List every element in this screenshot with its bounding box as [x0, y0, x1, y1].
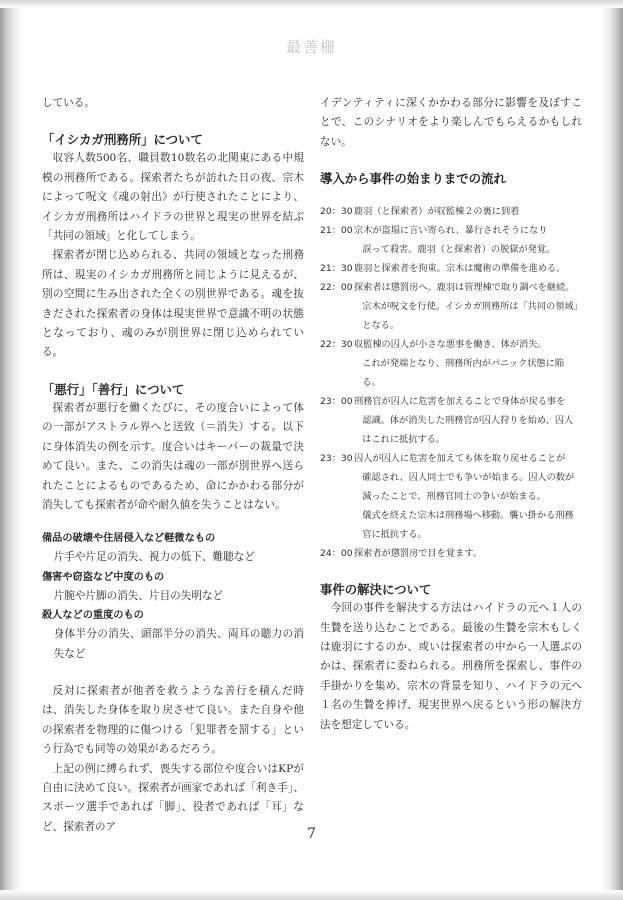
deed-severe-text: 身体半分の消失、頭部半分の消失、両耳の聴力の消失など — [53, 628, 304, 660]
page-header: 最善柵 — [285, 38, 337, 56]
timeline-line: 探索者は懲罰房へ。鹿羽は管理棟で取り調べを継続。 — [354, 282, 575, 294]
timeline-description — [354, 278, 582, 335]
deed-moderate-text: 片腕や片脚の消失、片目の失明など — [53, 589, 224, 602]
timeline-line: 収監棟の囚人が小さな悪事を働き、体が消失。 — [354, 339, 547, 351]
deeds-paragraph-1: 探索者が悪行を働くたびに、その度合いによって体の一部がアストラル界へと送致（＝消失）する。以下に身体消失の例を示す。度合いはキーパーの裁量で決めて良い。また、この消失は魂の一部が別世界へ送られたことによるものであるため、命にかかわる部分が消失しても探索者が命や耐久値を失うことはない。 — [42, 401, 304, 511]
timeline-line: 鹿羽（と探索者）が収監棟２の裏に到着 — [354, 206, 520, 218]
timeline-entry — [320, 335, 582, 392]
timeline-entry — [320, 221, 582, 259]
prison-paragraph-1: 収容人数500名、職員数10数名の北関東にある中規模の刑務所である。探索者たちが訪れた日の夜、宗木によって呪文《魂の射出》が行使されたことにより、イシカガ刑務所はハイドラの世界と現実の世界を結ぶ「共同の領域」と化してしまう。 — [42, 152, 304, 243]
timeline-time: 22：00 — [320, 282, 353, 294]
timeline-entry — [320, 278, 582, 335]
timeline-description — [354, 449, 582, 544]
timeline-line: 誤って殺害。鹿羽（と探索者）の脱獄が発覚。 — [362, 244, 556, 256]
deed-minor-heading: 備品の破壊や住居侵入など軽微なもの — [42, 533, 216, 545]
timeline-line: 宗木が盗塌に言い寄られ、暴行されそうになり — [354, 225, 548, 237]
timeline-time: 22：30 — [320, 339, 353, 351]
deed-moderate-heading: 傷害や窃盗など中度のもの — [42, 571, 165, 583]
timeline-description — [354, 202, 582, 221]
timeline-entry — [320, 259, 582, 278]
timeline-line: となる。 — [362, 320, 400, 332]
timeline-entry — [320, 392, 582, 449]
timeline-entry — [320, 449, 582, 544]
timeline-time: 21：00 — [320, 225, 353, 237]
section-heading-deeds: 「悪行」「善行」について — [42, 381, 185, 397]
timeline-time: 23：30 — [320, 453, 353, 465]
timeline-line: 確認され、囚人同士でも争いが始まる。囚人の数が — [362, 472, 575, 484]
timeline-line: 官に抵抗する。 — [362, 529, 427, 541]
timeline-time: 23：00 — [320, 396, 353, 408]
timeline-time: 21：30 — [320, 263, 353, 275]
scan-edge-bottom — [0, 890, 623, 900]
timeline-line: 減ったことで、刑務官同士の争いが始まる。 — [362, 491, 546, 503]
scan-edge-right — [601, 0, 623, 900]
right-intro-tail: イデンティティに深くかかわる部分に影響を及ぼすことで、このシナリオをより楽しんでもらえるかもしれない。 — [320, 97, 582, 148]
prison-paragraph-2: 探索者が閉じ込められる、共同の領域となった刑務所は、現実のイシカガ刑務所と同じように見えるが、別の空間に生み出された全くの別世界である。魂を抜きだされた探索者の身体は現実世界で意識不明の状態となっており、魂のみが別世界に閉じ込められている。 — [42, 249, 304, 359]
timeline-description — [354, 335, 582, 392]
timeline-list — [320, 202, 582, 563]
timeline-line: 認識。体が消失した刑務官が囚人狩りを始め、囚人 — [362, 415, 574, 427]
deed-minor-text: 片手や片足の消失、視力の低下、難聴など — [53, 551, 255, 564]
timeline-time: 24：00 — [320, 548, 353, 560]
deed-severe-heading: 殺人などの重度のもの — [42, 610, 144, 622]
timeline-description — [354, 259, 582, 278]
timeline-entry — [320, 202, 582, 221]
resolution-paragraph: 今回の事件を解決する方法はハイドラの元へ１人の生贄を送り込むことである。最後の生贄を宗木もしくは鹿羽にするのか、或いは探索者の中から一人選ぶのかは、探索者に委ねられる。刑務所を探索し、事件の手掛かりを集め、宗木の背景を知り、ハイドラの元へ１名の生贄を捧げ、現実世界へ戻るという形の解決方法を想定している。 — [320, 602, 582, 731]
timeline-line: はこれに抵抗する。 — [362, 434, 445, 446]
timeline-line: 儀式を終えた宗木は刑務場へ移動。襲い掛かる刑務 — [362, 510, 574, 522]
section-heading-prison: 「イシカガ刑務所」について — [42, 132, 203, 148]
timeline-line: 囚人が囚人に危害を加えても体を取り戻せることが — [354, 453, 566, 465]
left-column — [42, 94, 304, 837]
timeline-entry — [320, 544, 582, 563]
timeline-line: 宗木が呪文を行使。イシカガ刑務所は「共同の領域」 — [362, 301, 583, 313]
timeline-description — [354, 392, 582, 449]
left-intro-tail: している。 — [42, 97, 95, 109]
timeline-time: 20：30 — [320, 206, 353, 218]
right-column — [320, 94, 582, 735]
section-heading-resolution: 事件の解決について — [320, 582, 432, 598]
timeline-line: 鹿羽と探索者を拘束。宗木は魔術の準備を進める。 — [354, 263, 566, 275]
section-heading-timeline: 導入から事件の始まりまでの流れ — [320, 171, 506, 187]
deeds-paragraph-3: 上記の例に縛られず、喪失する部位や度合いはKPが自由に決めて良い。探索者が画家であれば「利き手」、スポーツ選手であれば「脚」、役者であれば「耳」など、探索者のア — [42, 762, 304, 833]
timeline-line: 刑務官が囚人に危害を加えることで身体が戻る事を — [354, 396, 566, 408]
timeline-description — [354, 544, 582, 563]
timeline-line: これが発端となり、刑務所内がパニック状態に陥る。 — [362, 358, 565, 389]
scan-edge-left — [0, 0, 22, 900]
deeds-paragraph-2: 反対に探索者が他者を救うような善行を積んだ時は、消失した身体を取り戻させて良い。また自身や他の探索者を物理的に傷つける「犯罪者を罰する」という行為でも同等の効果があるだろう。 — [42, 684, 304, 756]
scan-edge-top — [0, 0, 623, 8]
timeline-line: 探索者が懲罰房で目を覚ます。 — [354, 548, 482, 560]
timeline-description — [354, 221, 582, 259]
page-number: 7 — [307, 826, 316, 842]
